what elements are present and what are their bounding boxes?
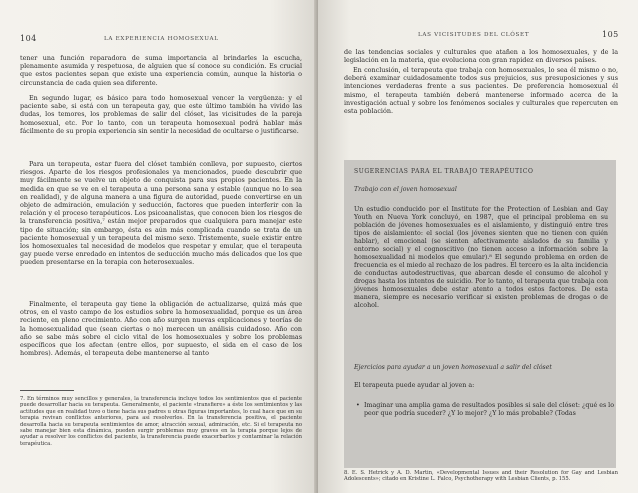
page-number-left: 104 bbox=[20, 34, 37, 43]
page-number-right: 105 bbox=[602, 30, 619, 39]
box-paragraph: Un estudio conducido por el Institute for the Protection of Lesbian and Gay Youth en Nueva York concluyó, en 1987, que el principal problema en su población de jóvenes homosexuales es el aislamiento, y distinguió entre tres tipos de aislamiento: el social (los jóvenes sienten que no tienen con quién hablar), el emocional (se sienten afectivamente aislados de su familia y entorno social) y el cognoscitivo (no tienen acceso a información sobre la homosexualidad ni modelos que emular).⁸ El segundo problema en orden de frecuencia es el miedo al rechazo de los padres. El tercero es la alta incidencia de conductas autodestructivas, que abarcan desde el consumo de alcohol y drogas hasta los intentos de suicidio. Por lo tanto, el terapeuta que trabaja con jóvenes homosexuales debe estar atento a todos estos factores. De esta manera, siempre es necesario verificar si existen problemas de drogas o de alcohol. bbox=[354, 206, 608, 309]
running-header-right: LAS VICISITUDES DEL CLÓSET bbox=[418, 32, 530, 38]
body-paragraph-4: Finalmente, el terapeuta gay tiene la obligación de actualizarse, quizá más que otros, en el vasto campo de los estudios sobre la homosexualidad, porque es un área reciente, en pleno crecimiento. Año con año surgen nuevas explicaciones y teorías de la homosexualidad que (sean ciertas o no) merecen un análisis cuidadoso. Año con año se sabe más sobre el ciclo vital de los homosexuales y sobre los problemas específicos que los afectan (entre ellos, por supuesto, el sida en el caso de los hombres). Además, el terapeuta debe mantenerse al tanto bbox=[20, 300, 302, 358]
footnote-8: 8. E. S. Hetrick y A. D. Martin, «Developmental Issues and their Resolution for Gay and Lesbian Adolescents»; citado en Kristine L. Falco, Psychotherapy with Lesbian Clients, p. 155. bbox=[344, 470, 618, 483]
box-subtitle: Trabajo con el joven homosexual bbox=[354, 186, 457, 193]
bullet-icon: • bbox=[356, 402, 360, 409]
footnote-rule bbox=[20, 390, 74, 391]
body-paragraph-3: Para un terapeuta, estar fuera del clóset también conlleva, por supuesto, ciertos riesgos. Aparte de los riesgos profesionales ya mencionados, puede descubrir que muy fácilmente se vuelve un objeto de conquista para sus propios pacientes. En la medida en que se ve en el terapeuta a una persona sana y estable (aunque no lo sea en realidad), y de alguna manera a una figura de autoridad, puede convertirse en un objeto de admiración, emulación y seducción, factores que pueden interferir con la relación y el proceso terapéuticos. Los psicoanalistas, que conocen bien los riesgos de la transferencia positiva,⁷ están mejor preparados que cualquiera para manejar este tipo de situación; sin embargo, ésta es aún más complicada cuando se trata de un paciente homosexual y un terapeuta del mismo sexo. Tristemente, suele existir entre los homosexuales tal necesidad de modelos que respetar y emular, que el terapeuta gay puede verse enredado en intentos de seducción mucho más delicados que los que pueden presentarse en la terapia con heterosexuales. bbox=[20, 160, 302, 267]
body-paragraph-6: En conclusión, el terapeuta que trabaja con homosexuales, lo sea él mismo o no, deberá examinar cuidadosamente todos sus prejuicios, sus presuposiciones y sus intenciones verdaderas frente a sus pacientes. De preferencia homosexual él mismo, el terapeuta también deberá mantenerse informado acerca de la investigación actual y sobre los fenómenos sociales y culturales que repercuten en esta población. bbox=[344, 66, 618, 116]
body-paragraph-2: En segundo lugar, es básico para todo homosexual vencer la vergüenza: y el paciente sabe, si está con un terapeuta gay, que este último también ha vivido las dudas, los temores, los problemas de salir del clóset, las vicisitudes de la pareja homosexual, etc. Por lo tanto, con un terapeuta homosexual podrá hablar más fácilmente de su propia experiencia sin sentir la necesidad de ocultarse o justificarse. bbox=[20, 94, 302, 135]
right-page bbox=[318, 0, 638, 493]
box-title: SUGERENCIAS PARA EL TRABAJO TERAPÉUTICO bbox=[354, 168, 534, 175]
running-header-left: LA EXPERIENCIA HOMOSEXUAL bbox=[104, 36, 219, 42]
suggestions-box bbox=[344, 160, 616, 468]
exercise-title: Ejercicios para ayudar a un joven homosexual a salir del clóset bbox=[354, 364, 552, 371]
footnote-7: 7. En términos muy sencillos y generales, la transferencia incluye todos los sentimientos que el paciente puede desarrollar hacia su terapeuta. Generalmente, el paciente «transfiere» a éste los sentimientos y las actitudes que en realidad tuvo o tiene hacia sus padres u otras figuras importantes, lo cual hace que en su terapia revivan conflictos anteriores, para así resolverlos. En la transferencia positiva, el paciente desarrolla hacia su terapeuta sentimientos de amor, atracción sexual, admiración, etc. Si el terapeuta no sabe manejar bien esta dinámica, pueden surgir problemas muy graves en la terapia porque lejos de ayudar a resolver los conflictos del paciente, la transferencia puede exacerbarlos y contaminar la relación terapéutica. bbox=[20, 396, 302, 447]
exercise-bullet bbox=[356, 402, 614, 418]
exercise-bullet-text: Imaginar una amplia gama de resultados posibles si sale del clóset: ¿qué es lo peor que podría suceder? ¿Y lo mejor? ¿Y lo más probable? (Todas bbox=[364, 402, 614, 417]
left-page bbox=[0, 0, 318, 493]
exercise-intro: El terapeuta puede ayudar al joven a: bbox=[354, 382, 475, 389]
body-paragraph-1: tener una función reparadora de suma importancia al brindarles la escucha, plenamente asumida y respetuosa, de alguien que sí conoce su condición. Es crucial que estos pacientes sepan que existe una experiencia común, aunque la historia o circunstancia de cada quien sea diferente. bbox=[20, 54, 302, 87]
body-paragraph-5: de las tendencias sociales y culturales que atañen a los homosexuales, y de la legislación en la materia, que evoluciona con gran rapidez en diversos países. bbox=[344, 48, 618, 65]
